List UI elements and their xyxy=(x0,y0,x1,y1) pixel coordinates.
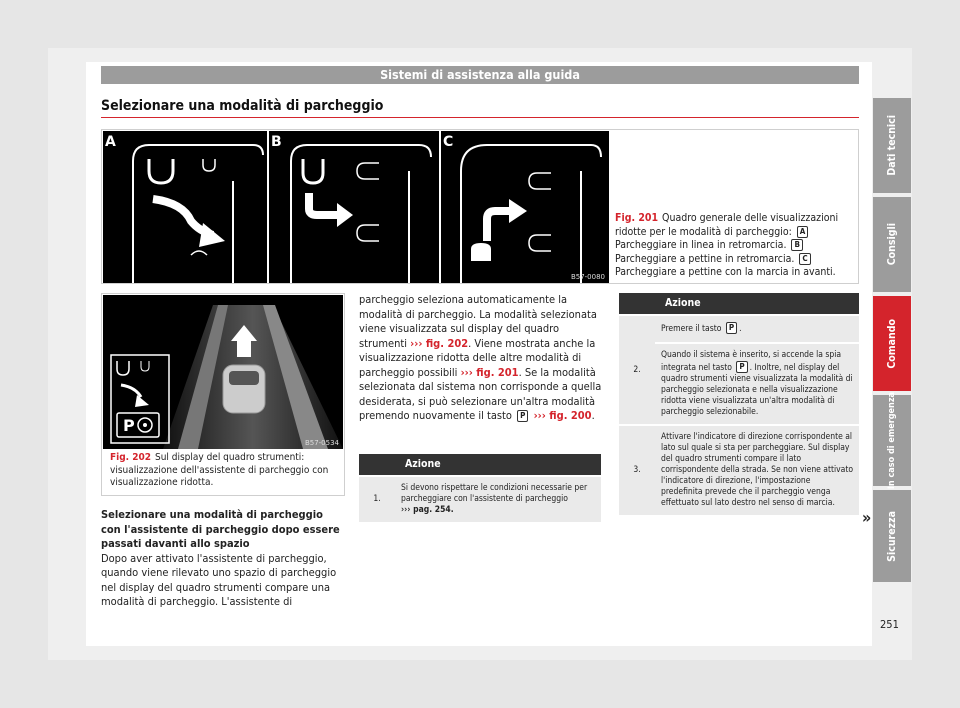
mid-text-2: . Viene mostrata anche la visualizzazione ridotta delle altre modalità di parcheggio possibili xyxy=(359,336,596,379)
figure-202-image xyxy=(103,295,343,449)
step-text-part: . Inoltre, nel display del quadro strumenti viene visualizzata la modalità di parcheggio selezionata e nella visualizzazione ridotta viene visualizzata un'altra modalità di parcheggio selezionabile. xyxy=(661,363,853,417)
table-header-action: Azione xyxy=(395,454,601,476)
figure-202 xyxy=(101,293,345,496)
tab-label: In caso di emergenza xyxy=(887,391,897,490)
step-text-part: Quando il sistema è inserito, si accende la spia integrata nel tasto xyxy=(661,350,842,373)
instrument-cluster-display-illustration xyxy=(103,295,343,449)
tab-dati-tecnici[interactable] xyxy=(873,98,911,193)
tab-label: Comando xyxy=(886,318,898,369)
tab-sicurezza[interactable] xyxy=(873,490,911,582)
caption-text-2: Parcheggiare in linea in retromarcia. xyxy=(615,239,787,251)
page-254-link[interactable]: ››› pag. 254. xyxy=(401,505,454,515)
tab-consigli[interactable] xyxy=(873,197,911,292)
table-header-action: Azione xyxy=(655,293,859,315)
figure-202-caption-text: Sul display del quadro strumenti: visualizzazione dell'assistente di parcheggio con visualizzazione ridotta. xyxy=(110,452,329,488)
fig-201-link[interactable]: ››› fig. 201 xyxy=(460,365,519,379)
parallel-reverse-parking-icon xyxy=(103,131,267,283)
key-a-icon: A xyxy=(797,226,809,238)
tab-label: Consigli xyxy=(886,223,898,266)
left-body-text: Dopo aver attivato l'assistente di parcheggio, quando viene rilevato uno spazio di parcheggio nel display del quadro strumenti compare una modalità di parcheggio. L'assistente di xyxy=(101,551,337,608)
mid-text-4: . xyxy=(591,409,595,422)
figure-201-number: Fig. 201 xyxy=(615,212,659,224)
tab-label: Sicurezza xyxy=(886,510,898,562)
mid-text-1: parcheggio seleziona automaticamente la modalità di parcheggio. La modalità selezionata viene visualizzata sul display del quadro strumenti xyxy=(359,293,597,350)
figure-201-panel-b xyxy=(269,131,439,283)
step-text xyxy=(655,315,859,343)
mid-text-3: . Se la modalità selezionata dal sistema non corrisponde a quella desiderata, si può selezionare un'altra modalità premendo nuovamente il tasto xyxy=(359,365,602,422)
key-c-icon: C xyxy=(799,253,810,265)
step-text-body: Si devono rispettare le condizioni necessarie per parcheggiare con l'assistente di parcheggio xyxy=(401,483,588,504)
figure-202-number: Fig. 202 xyxy=(110,452,151,463)
table-row xyxy=(619,315,859,343)
table-row xyxy=(359,476,601,522)
step-number: 2. xyxy=(619,315,655,425)
panel-label-b: B xyxy=(271,134,282,150)
subsection-heading: Selezionare una modalità di parcheggio con l'assistente di parcheggio dopo essere passati davanti allo spazio xyxy=(101,508,340,550)
parking-key-icon: P xyxy=(736,361,747,373)
figure-201-caption xyxy=(615,212,857,280)
caption-text-4: Parcheggiare a pettine con la marcia in avanti. xyxy=(615,266,836,278)
step-text: Attivare l'indicatore di direzione corrispondente al lato sul quale si sta per parcheggiare. Sul display del quadro strumenti compare il lato corrispondente della strada. Se non viene attivato l'indicatore di direzione, l'impostazione predefinita prevede che il parcheggio venga effettuato sul lato destro nel senso di marcia. xyxy=(655,425,859,515)
perpendicular-reverse-parking-icon xyxy=(269,131,439,283)
panel-label-a: A xyxy=(105,134,116,150)
step-text-part: . xyxy=(739,324,742,334)
panel-label-c: C xyxy=(443,134,454,150)
figure-202-code: B57-0534 xyxy=(304,439,339,447)
table-header-blank xyxy=(619,293,655,315)
page-number: 251 xyxy=(880,618,899,631)
fig-202-link[interactable]: ››› fig. 202 xyxy=(410,336,469,350)
table-header-row xyxy=(359,454,601,476)
step-text xyxy=(655,343,859,425)
section-divider xyxy=(101,117,859,118)
table-header-blank xyxy=(359,454,395,476)
figure-202-caption xyxy=(110,452,338,490)
perpendicular-forward-parking-icon xyxy=(441,131,609,283)
step-number: 3. xyxy=(619,425,655,515)
figure-201 xyxy=(101,129,859,284)
tab-label: Dati tecnici xyxy=(886,115,898,176)
step-text-part: Premere il tasto xyxy=(661,324,722,334)
action-table-1 xyxy=(359,454,601,522)
tab-in-caso-di-emergenza[interactable] xyxy=(873,391,911,490)
figure-201-panel-a xyxy=(103,131,267,283)
caption-text-1: Quadro generale delle visualizzazioni ridotte per le modalità di parcheggio: xyxy=(615,212,839,238)
parking-key-icon: P xyxy=(517,410,528,422)
continue-marker: » xyxy=(862,508,872,527)
key-b-icon: B xyxy=(791,239,802,251)
tab-comando[interactable] xyxy=(873,296,911,391)
table-header-row xyxy=(619,293,859,315)
table-row xyxy=(619,343,859,425)
figure-201-code: B57-0080 xyxy=(570,273,605,281)
middle-column xyxy=(359,293,603,424)
figure-201-panel-c xyxy=(441,131,609,283)
chapter-header: Sistemi di assistenza alla guida xyxy=(101,66,859,84)
svg-text:P: P xyxy=(123,416,135,435)
parking-key-icon: P xyxy=(726,322,737,334)
left-column xyxy=(101,508,345,610)
table-row xyxy=(619,425,859,515)
step-number: 1. xyxy=(359,476,395,522)
step-text xyxy=(395,476,601,522)
caption-text-3: Parcheggiare a pettine in retromarcia. xyxy=(615,252,795,265)
action-table-2 xyxy=(619,293,859,515)
section-title: Selezionare una modalità di parcheggio xyxy=(101,98,384,114)
fig-200-link[interactable]: ››› fig. 200 xyxy=(533,409,592,422)
